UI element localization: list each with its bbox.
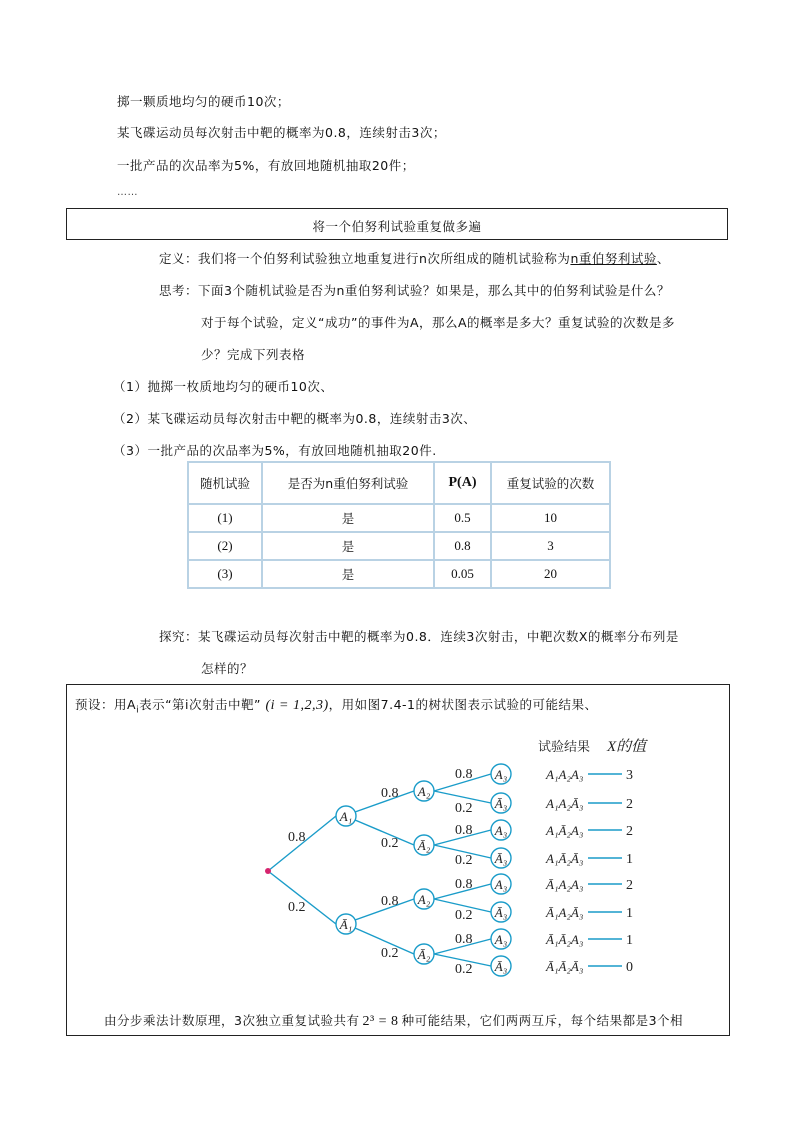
col-header-pa: P(A): [434, 462, 491, 504]
tree-node-l1-label: Ā₁: [339, 917, 353, 932]
cell: 0.05: [434, 560, 491, 588]
tree-prob: 0.8: [455, 767, 473, 782]
tree-x-value: 3: [626, 768, 633, 783]
tree-outcome: Ā₁A₂A₃: [546, 877, 584, 892]
tree-outcome: A₁A₂A₃: [546, 767, 584, 782]
col-header-bernoulli: 是否为n重伯努利试验: [262, 462, 434, 504]
definition-line: [159, 249, 670, 267]
bottom-text-1: 由分步乘法计数原理，3次独立重复试验共有: [104, 1013, 360, 1028]
tree-prob: 0.2: [455, 962, 473, 977]
tree-node-l3-label: A₃: [494, 823, 508, 838]
tree-node-l3-label: A₃: [494, 877, 508, 892]
cell: 3: [491, 532, 610, 560]
tree-node-l2-label: Ā₂: [417, 838, 431, 853]
cell: (1): [188, 504, 262, 532]
cell: 0.8: [434, 532, 491, 560]
tree-x-value: 2: [626, 797, 633, 812]
think-line-3: 少？完成下列表格: [201, 347, 306, 362]
hypothesis-line: [75, 695, 598, 716]
intro-ellipsis: ……: [117, 187, 138, 198]
explore-line-1: 探究：某飞碟运动员每次射击中靶的概率为0.8．连续3次射击，中靶次数X的概率分布列是: [159, 629, 679, 644]
tree-prob: 0.8: [381, 894, 399, 909]
definition-term: n重伯努利试验: [570, 251, 657, 266]
section-title: 将一个伯努利试验重复做多遍: [312, 219, 482, 234]
bottom-line: [104, 1011, 683, 1030]
table-row: [188, 560, 610, 588]
item-2: （2）某飞碟运动员每次射击中靶的概率为0.8，连续射击3次、: [113, 411, 477, 426]
tree-prob: 0.2: [455, 853, 473, 868]
explore-line-2: 怎样的？: [201, 661, 254, 676]
tree-prob: 0.2: [381, 836, 399, 851]
tree-node-l3-label: Ā₃: [494, 959, 508, 974]
tree-outcome: A₁A₂Ā₃: [546, 796, 584, 811]
cell: 10: [491, 504, 610, 532]
cell: 0.5: [434, 504, 491, 532]
definition-text: 定义：我们将一个伯努利试验独立地重复进行n次所组成的随机试验称为: [159, 251, 571, 266]
tree-node-l3-label: A₃: [494, 767, 508, 782]
tree-node-l2-label: A₂: [417, 784, 431, 799]
tree-node-l2-label: A₂: [417, 892, 431, 907]
hypothesis-suffix: ，用如图7.4-1的树状图表示试验的可能结果、: [328, 697, 598, 712]
probability-tree: [250, 733, 670, 983]
cell: 20: [491, 560, 610, 588]
item-3: （3）一批产品的次品率为5%，有放回地随机抽取20件.: [113, 443, 437, 458]
tree-outcome: A₁Ā₂A₃: [546, 823, 584, 838]
bottom-formula: 2³ = 8: [362, 1014, 399, 1029]
cell: 是: [262, 504, 434, 532]
tree-node-l3-label: A₃: [494, 932, 508, 947]
tree-prob: 0.2: [455, 801, 473, 816]
cell: 是: [262, 560, 434, 588]
bottom-text-2: 种可能结果，它们两两互斥，每个结果都是3个相: [401, 1013, 684, 1028]
trial-table: [187, 461, 611, 589]
section-title-box: [66, 208, 728, 240]
tree-node-l3-label: Ā₃: [494, 905, 508, 920]
tree-outcome: Ā₁A₂Ā₃: [546, 905, 584, 920]
tree-x-value: 0: [626, 960, 633, 975]
tree-header-result: 试验结果: [538, 740, 591, 755]
col-header-trial: 随机试验: [188, 462, 262, 504]
table-row: [188, 532, 610, 560]
tree-root: [265, 868, 271, 874]
tree-prob: 0.8: [455, 877, 473, 892]
tree-x-value: 1: [626, 933, 633, 948]
tree-prob: 0.2: [288, 900, 306, 915]
intro-line-2: 某飞碟运动员每次射击中靶的概率为0.8，连续射击3次；: [117, 125, 446, 140]
tree-outcome: A₁Ā₂Ā₃: [546, 851, 584, 866]
tree-x-value: 2: [626, 878, 633, 893]
cell: (2): [188, 532, 262, 560]
cell: (3): [188, 560, 262, 588]
hypothesis-prefix: 预设：用A: [75, 697, 137, 712]
hypothesis-range: (i = 1,2,3): [265, 698, 329, 713]
definition-end: 、: [656, 251, 670, 266]
tree-node-l3-label: Ā₃: [494, 796, 508, 811]
tree-prob: 0.2: [455, 908, 473, 923]
tree-x-value: 1: [626, 852, 633, 867]
intro-line-1: 掷一颗质地均匀的硬币10次；: [117, 94, 290, 109]
intro-line-3: 一批产品的次品率为5%，有放回地随机抽取20件；: [117, 158, 415, 173]
tree-prob: 0.8: [455, 932, 473, 947]
tree-prob: 0.8: [381, 786, 399, 801]
think-line-2: 对于每个试验，定义“成功”的事件为A，那么A的概率是多大？重复试验的次数是多: [201, 315, 676, 330]
tree-branch: [268, 871, 336, 924]
table-header-row: [188, 462, 610, 504]
col-header-count: 重复试验的次数: [491, 462, 610, 504]
tree-x-value: 1: [626, 906, 633, 921]
think-line-1: 思考：下面3个随机试验是否为n重伯努利试验？如果是，那么其中的伯努利试验是什么？: [159, 283, 670, 298]
tree-node-l1-label: A₁: [339, 809, 353, 824]
tree-prob: 0.8: [288, 830, 306, 845]
hypothesis-sub: i: [136, 705, 140, 716]
tree-prob: 0.2: [381, 946, 399, 961]
tree-outcome: Ā₁Ā₂A₃: [546, 932, 584, 947]
cell: 是: [262, 532, 434, 560]
table-row: [188, 504, 610, 532]
item-1: （1）抛掷一枚质地均匀的硬币10次、: [113, 379, 334, 394]
tree-header-x: X的值: [607, 739, 647, 755]
tree-outcome: Ā₁Ā₂Ā₃: [546, 959, 584, 974]
tree-node-l3-label: Ā₃: [494, 851, 508, 866]
tree-prob: 0.8: [455, 823, 473, 838]
tree-node-l2-label: Ā₂: [417, 947, 431, 962]
hypothesis-middle: 表示“第i次射击中靶”: [139, 697, 262, 712]
tree-x-value: 2: [626, 824, 633, 839]
